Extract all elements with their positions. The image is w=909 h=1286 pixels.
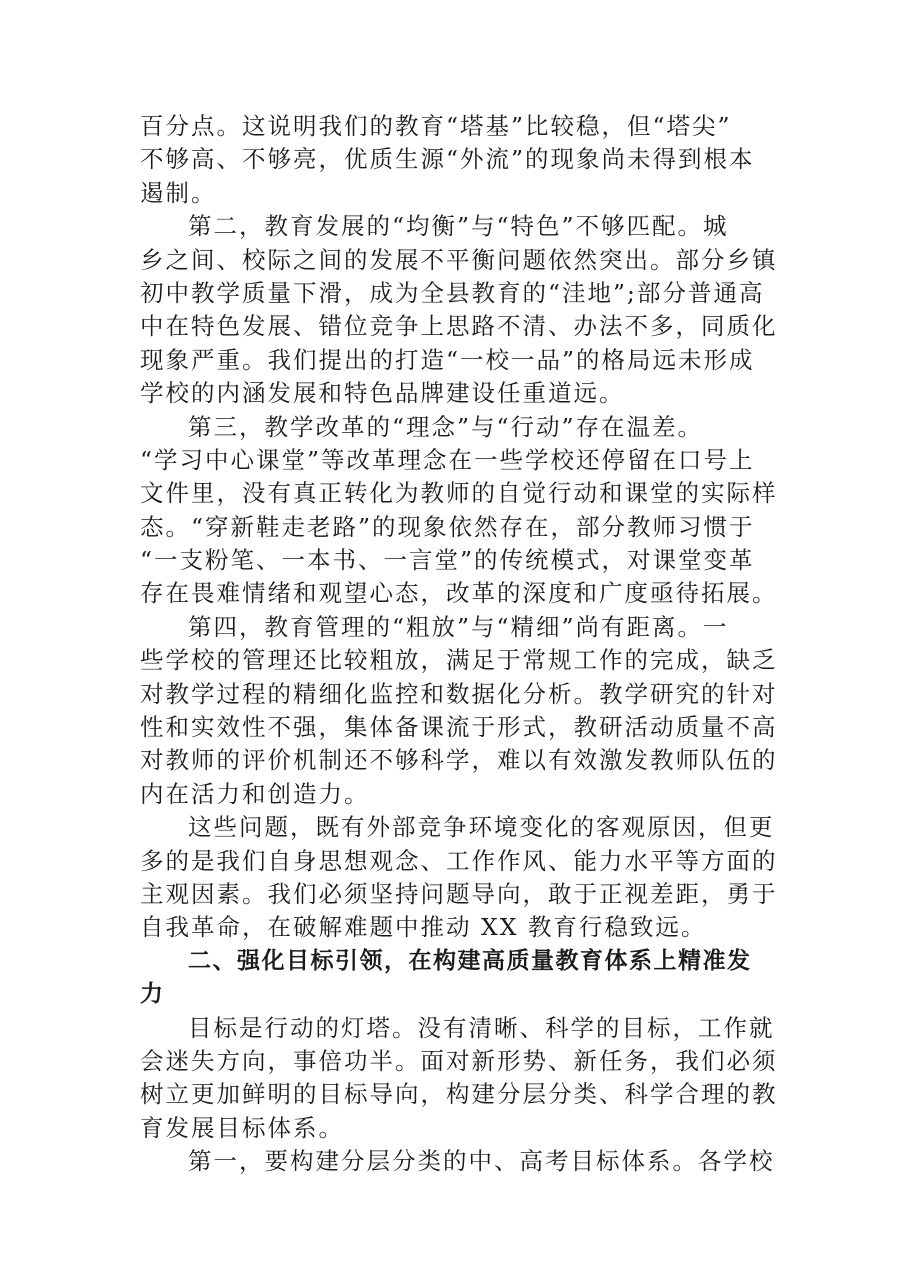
body-text-line: 文件里，没有真正转化为教师的自觉行动和课堂的实际样: [140, 479, 778, 508]
document-body: [140, 110, 780, 1179]
body-text-line: 第二，教育发展的“均衡”与“特色”不够匹配。城: [188, 212, 729, 241]
body-text-line: 自我革命，在破解难题中推动 XX 教育行稳致远。: [140, 913, 707, 942]
body-text-line: 主观因素。我们必须坚持问题导向，敢于正视差距，勇于: [140, 879, 778, 908]
body-text-line: 这些问题，既有外部竞争环境变化的客观原因，但更: [188, 813, 775, 842]
body-text-line: 现象严重。我们提出的打造“一校一品”的格局远未形成: [140, 345, 755, 374]
body-text-line: 乡之间、校际之间的发展不平衡问题依然突出。部分乡镇: [140, 245, 778, 274]
section-heading-line: 力: [140, 981, 165, 1008]
body-text-line: 第一，要构建分层分类的中、高考目标体系。各学校: [188, 1147, 775, 1176]
body-text-line: 对教师的评价机制还不够科学，难以有效激发教师队伍的: [140, 746, 778, 775]
body-text-line: 对教学过程的精细化监控和数据化分析。教学研究的针对: [140, 679, 778, 708]
body-text-line: 育发展目标体系。: [140, 1113, 344, 1142]
body-text-line: 第三，教学改革的“理念”与“行动”存在温差。: [188, 412, 704, 441]
body-text-line: 不够高、不够亮，优质生源“外流”的现象尚未得到根本: [140, 145, 755, 174]
body-text-line: 学校的内涵发展和特色品牌建设任重道远。: [140, 379, 625, 408]
body-text-line: 目标是行动的灯塔。没有清晰、科学的目标，工作就: [188, 1013, 775, 1042]
body-text-line: 些学校的管理还比较粗放，满足于常规工作的完成，缺乏: [140, 646, 778, 675]
body-text-line: 中在特色发展、错位竞争上思路不清、办法不多，同质化: [140, 312, 778, 341]
body-text-line: 态。“穿新鞋走老路”的现象依然存在，部分教师习惯于: [140, 512, 755, 541]
body-text-line: 多的是我们自身思想观念、工作作风、能力水平等方面的: [140, 846, 778, 875]
section-heading-line: 二、强化目标引领，在构建高质量教育体系上精准发: [188, 947, 752, 974]
body-text-line: 内在活力和创造力。: [140, 779, 370, 808]
body-text-line: 遏制。: [140, 178, 217, 207]
body-text-line: 会迷失方向，事倍功半。面对新形势、新任务，我们必须: [140, 1046, 778, 1075]
body-text-line: 初中教学质量下滑，成为全县教育的“洼地”;部分普通高: [140, 278, 765, 307]
body-text-line: 第四，教育管理的“粗放”与“精细”尚有距离。一: [188, 612, 729, 641]
body-text-line: “学习中心课堂”等改革理念在一些学校还停留在口号上: [140, 445, 755, 474]
body-text-line: “一支粉笔、一本书、一言堂”的传统模式，对课堂变革: [140, 546, 755, 575]
body-text-line: 百分点。这说明我们的教育“塔基”比较稳，但“塔尖”: [140, 112, 732, 140]
body-text-line: 存在畏难情绪和观望心态，改革的深度和广度亟待拓展。: [140, 579, 778, 608]
body-text-line: 树立更加鲜明的目标导向，构建分层分类、科学合理的教: [140, 1080, 778, 1109]
body-text-line: 性和实效性不强，集体备课流于形式，教研活动质量不高: [140, 713, 778, 742]
